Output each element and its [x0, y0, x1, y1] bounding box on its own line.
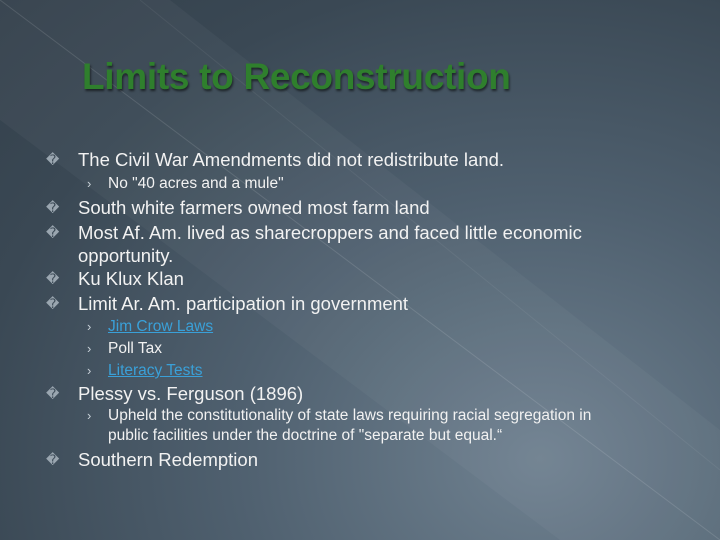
bullet-icon: �	[46, 386, 60, 401]
bullet-icon: �	[46, 271, 60, 286]
bullet-icon: �	[46, 152, 60, 167]
slide-title: Limits to Reconstruction	[82, 56, 511, 97]
bullet-text: Plessy vs. Ferguson (1896)	[78, 383, 304, 404]
bullet-text: South white farmers owned most farm land	[78, 197, 430, 218]
bullet-text: The Civil War Amendments did not redistribute land.	[78, 149, 505, 170]
sub-bullet-text: Upheld the constitutionality of state laws requiring racial segregation in	[108, 407, 592, 424]
bullet-icon: �	[46, 200, 60, 215]
bullet-icon: �	[46, 452, 60, 467]
bullet-icon: �	[46, 296, 60, 311]
sub-bullet-icon: ›	[87, 408, 92, 423]
sub-bullet-icon: ›	[87, 176, 92, 191]
sub-bullet-icon: ›	[87, 319, 92, 334]
jim-crow-laws-link[interactable]: Jim Crow Laws	[108, 318, 214, 335]
sub-bullet-icon: ›	[87, 363, 92, 378]
sub-bullet-text-continued: public facilities under the doctrine of "separate but equal.“	[108, 427, 503, 444]
sub-bullet-text: No "40 acres and a mule"	[108, 175, 284, 192]
bullet-icon: �	[46, 225, 60, 240]
bullet-text: Ku Klux Klan	[78, 268, 184, 289]
bullet-text: Southern Redemption	[78, 449, 258, 470]
bullet-text: Limit Ar. Am. participation in government	[78, 293, 409, 314]
literacy-tests-link[interactable]: Literacy Tests	[108, 362, 203, 379]
bullet-text: Most Af. Am. lived as sharecroppers and faced little economic	[78, 222, 582, 243]
bullet-text-continued: opportunity.	[78, 245, 174, 266]
sub-bullet-text: Poll Tax	[108, 340, 162, 357]
sub-bullet-icon: ›	[87, 341, 92, 356]
